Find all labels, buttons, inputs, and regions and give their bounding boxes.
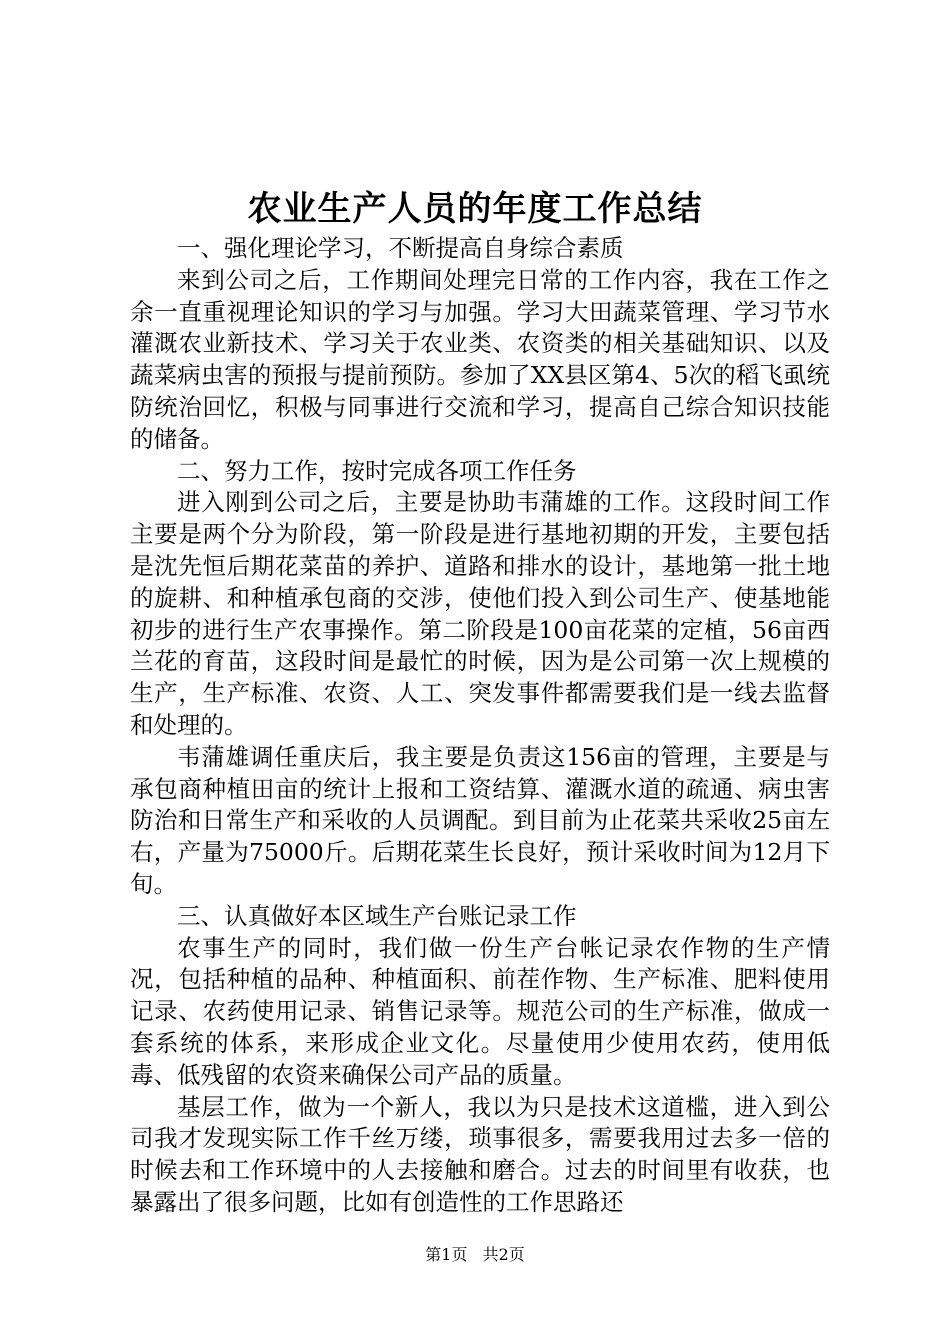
paragraph-reflection: 基层工作，做为一个新人，我以为只是技术这道槛，进入到公司我才发现实际工作千丝万缕，琐事很多，需要我用过去多一倍的时候去和工作环境中的人去接触和磨合。过去的时间里有收获，也暴露出了很多问题，比如有创造性的工作思路还 — [130, 1092, 830, 1216]
paragraph-ledger: 农事生产的同时，我们做一份生产台帐记录农作物的生产情况，包括种植的品种、种植面积、前茬作物、生产标准、肥料使用记录、农药使用记录、销售记录等。规范公司的生产标准，做成一套系统的体系，来形成企业文化。尽量使用少使用农药，使用低毒、低残留的农资来确保公司产品的质量。 — [130, 933, 830, 1089]
page-total: 共2页 — [482, 1245, 525, 1264]
section-heading-2: 二、努力工作，按时完成各项工作任务 — [177, 456, 577, 485]
document-body — [130, 233, 830, 1219]
page-number: 第1页 — [425, 1245, 468, 1264]
page-footer — [0, 1244, 950, 1266]
document-title: 农业生产人员的年度工作总结 — [247, 189, 703, 229]
section-heading-1: 一、强化理论学习，不断提高自身综合素质 — [177, 234, 624, 262]
paragraph-management: 韦蒲雄调任重庆后，我主要是负责这156亩的管理，主要是与承包商种植田亩的统计上报和工资结算、灌溉水道的疏通、病虫害防治和日常生产和采收的人员调配。到目前为止花菜共采收25亩左右，产量为75000斤。后期花菜生长良好，预计采收时间为12月下旬。 — [130, 742, 830, 898]
paragraph-work-phases: 进入刚到公司之后，主要是协助韦蒲雄的工作。这段时间工作主要是两个分为阶段，第一阶段是进行基地初期的开发，主要包括是沈先恒后期花菜苗的养护、道路和排水的设计，基地第一批土地的旋耕、和种植承包商的交涉，使他们投入到公司生产、使基地能初步的进行生产农事操作。第二阶段是100亩花菜的定植，56亩西兰花的育苗，这段时间是最忙的时候，因为是公司第一次上规模的生产，生产标准、农资、人工、突发事件都需要我们是一线去监督和处理的。 — [130, 488, 830, 739]
section-heading-3: 三、认真做好本区域生产台账记录工作 — [177, 901, 577, 930]
paragraph-study: 来到公司之后，工作期间处理完日常的工作内容，我在工作之余一直重视理论知识的学习与加强。学习大田蔬菜管理、学习节水灌溉农业新技术、学习关于农业类、农资类的相关基础知识、以及蔬菜病虫害的预报与提前预防。参加了XX县区第4、5次的稻飞虱统防统治回忆，积极与同事进行交流和学习，提高自己综合知识技能的储备。 — [130, 265, 830, 453]
